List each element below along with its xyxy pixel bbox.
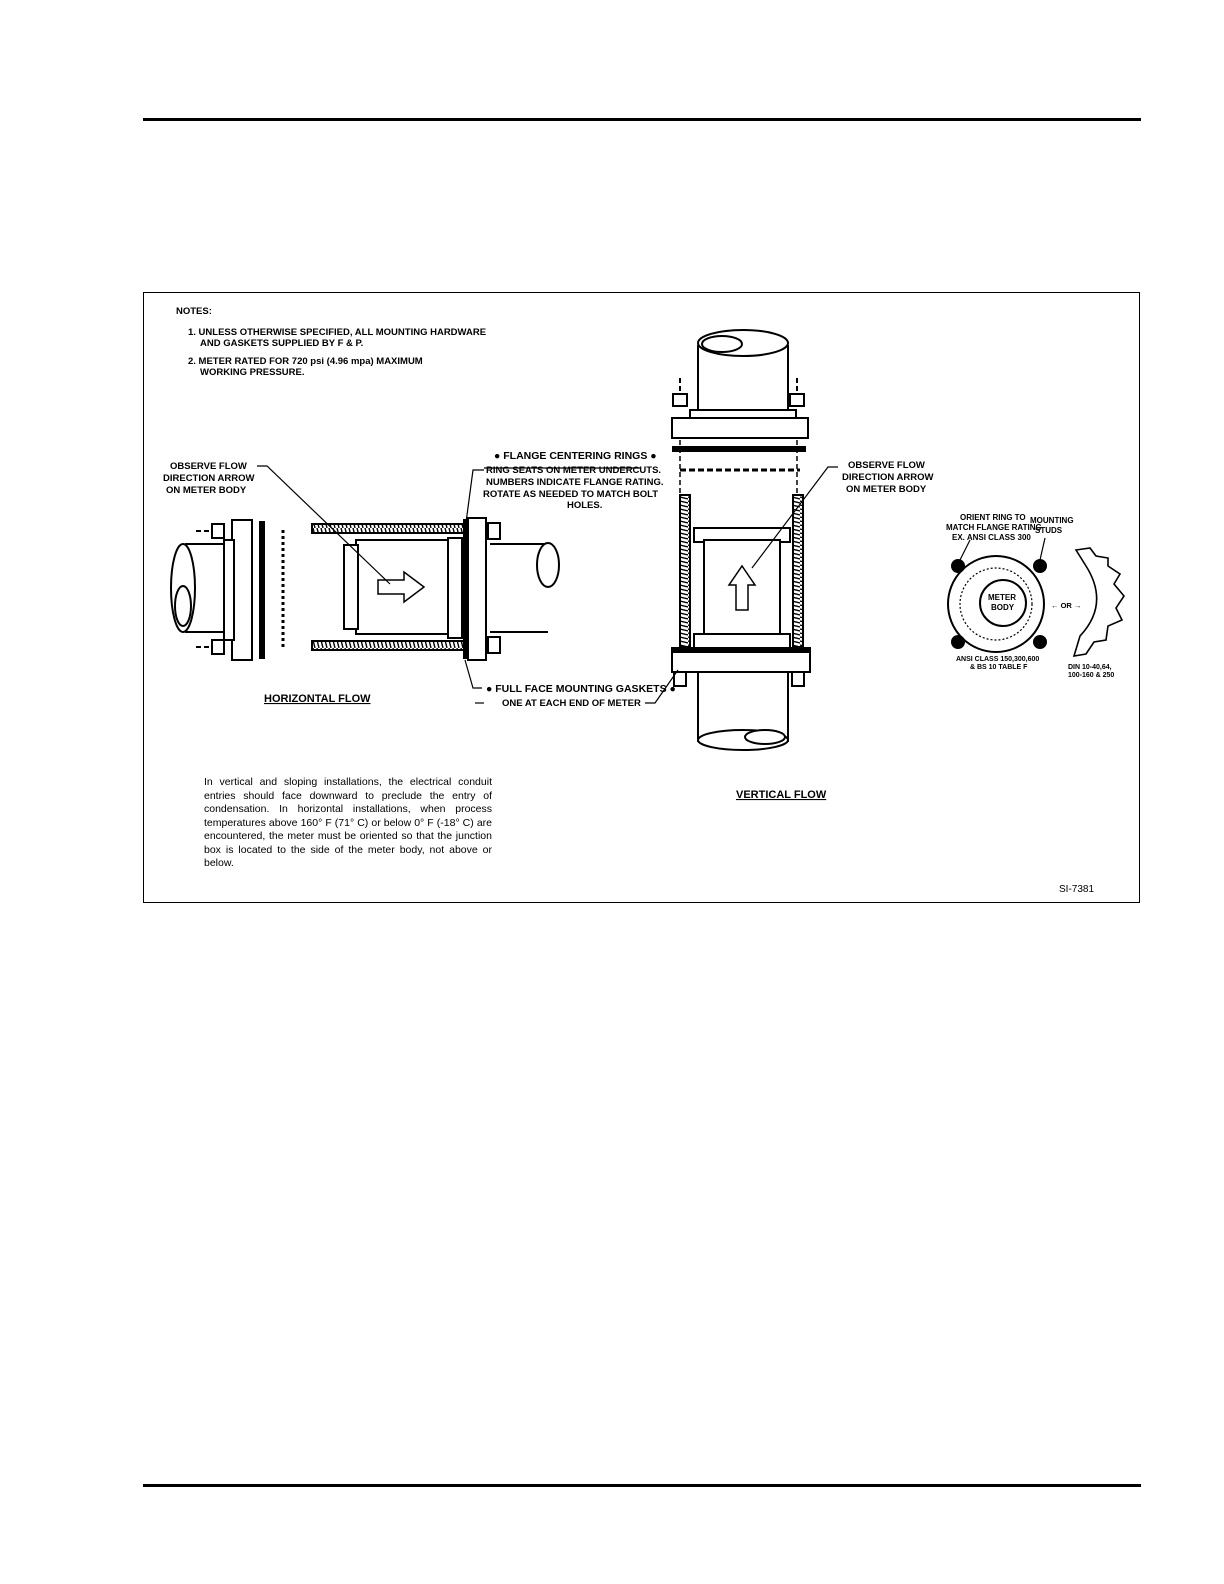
top-flange: [672, 418, 808, 438]
observe-flow-left-3: ON METER BODY: [166, 485, 247, 496]
din-1: DIN 10-40,64,: [1068, 664, 1112, 671]
orient-ring-1: ORIENT RING TO: [960, 513, 1026, 522]
meter-body-label-2: BODY: [991, 603, 1015, 612]
gasket-title: ● FULL FACE MOUNTING GASKETS ●: [486, 683, 676, 695]
right-pipe-end: [537, 543, 559, 587]
flange-centering-desc-2: NUMBERS INDICATE FLANGE RATING.: [486, 477, 664, 488]
mounting-studs-2: STUDS: [1035, 526, 1063, 535]
observe-flow-left-1: OBSERVE FLOW: [170, 461, 247, 472]
left-vertical-stud: [680, 495, 690, 647]
note-2-line-2: WORKING PRESSURE.: [200, 367, 305, 378]
ansi-class-2: & BS 10 TABLE F: [970, 664, 1028, 671]
flange-centering-desc-3: ROTATE AS NEEDED TO MATCH BOLT: [483, 489, 659, 500]
horizontal-flow-caption: HORIZONTAL FLOW: [264, 693, 371, 705]
observe-flow-right-2: DIRECTION ARROW: [842, 472, 934, 483]
vertical-flow-caption: VERTICAL FLOW: [736, 789, 827, 801]
din-2: 100-160 & 250: [1068, 672, 1115, 679]
flange-centering-desc-4: HOLES.: [567, 500, 603, 511]
note-1-line-1: 1. UNLESS OTHERWISE SPECIFIED, ALL MOUNTING HARDWARE: [188, 327, 487, 338]
bottom-stud: [312, 641, 468, 650]
notes-block: [176, 306, 486, 378]
flange-centering-desc-1: RING SEATS ON METER UNDERCUTS.: [486, 465, 662, 476]
ansi-class-1: ANSI CLASS 150,300,600: [956, 656, 1040, 663]
flange-centering-title: ● FLANGE CENTERING RINGS ●: [494, 450, 657, 462]
figure-id: SI-7381: [1059, 884, 1095, 895]
observe-flow-left-2: DIRECTION ARROW: [163, 473, 255, 484]
din-ring: [1074, 548, 1124, 656]
notes-heading: NOTES:: [176, 306, 212, 317]
mounting-studs-1: MOUNTING: [1030, 516, 1074, 525]
note-1-line-2: AND GASKETS SUPPLIED BY F & P.: [200, 338, 364, 349]
note-2-line-1: 2. METER RATED FOR 720 psi (4.96 mpa) MAXIMUM: [188, 356, 423, 367]
orient-ring-2: MATCH FLANGE RATING: [946, 523, 1042, 532]
horizontal-assembly: [171, 518, 559, 660]
right-flange: [468, 518, 486, 660]
orient-ring-3: EX. ANSI CLASS 300: [952, 533, 1031, 542]
gasket-desc: ONE AT EACH END OF METER: [502, 698, 641, 709]
vertical-assembly: [672, 330, 810, 750]
meter-body-label-1: METER: [988, 593, 1016, 602]
right-vertical-stud: [793, 495, 803, 647]
or-label: ← OR →: [1051, 601, 1082, 610]
observe-flow-right-3: ON METER BODY: [846, 484, 927, 495]
bottom-flange: [672, 650, 810, 672]
observe-flow-right-1: OBSERVE FLOW: [848, 460, 925, 471]
installation-note: In vertical and sloping installations, the electrical conduit entries should face downward to preclude the entry of condensation. In horizontal installations, when process temperatures above 160° F (71° C) or below 0° F (-18° C) are encountered, the meter must be oriented so that the junction box is located to the side of the meter body, not above or below.: [204, 776, 492, 869]
centering-ring-detail: [948, 548, 1124, 656]
